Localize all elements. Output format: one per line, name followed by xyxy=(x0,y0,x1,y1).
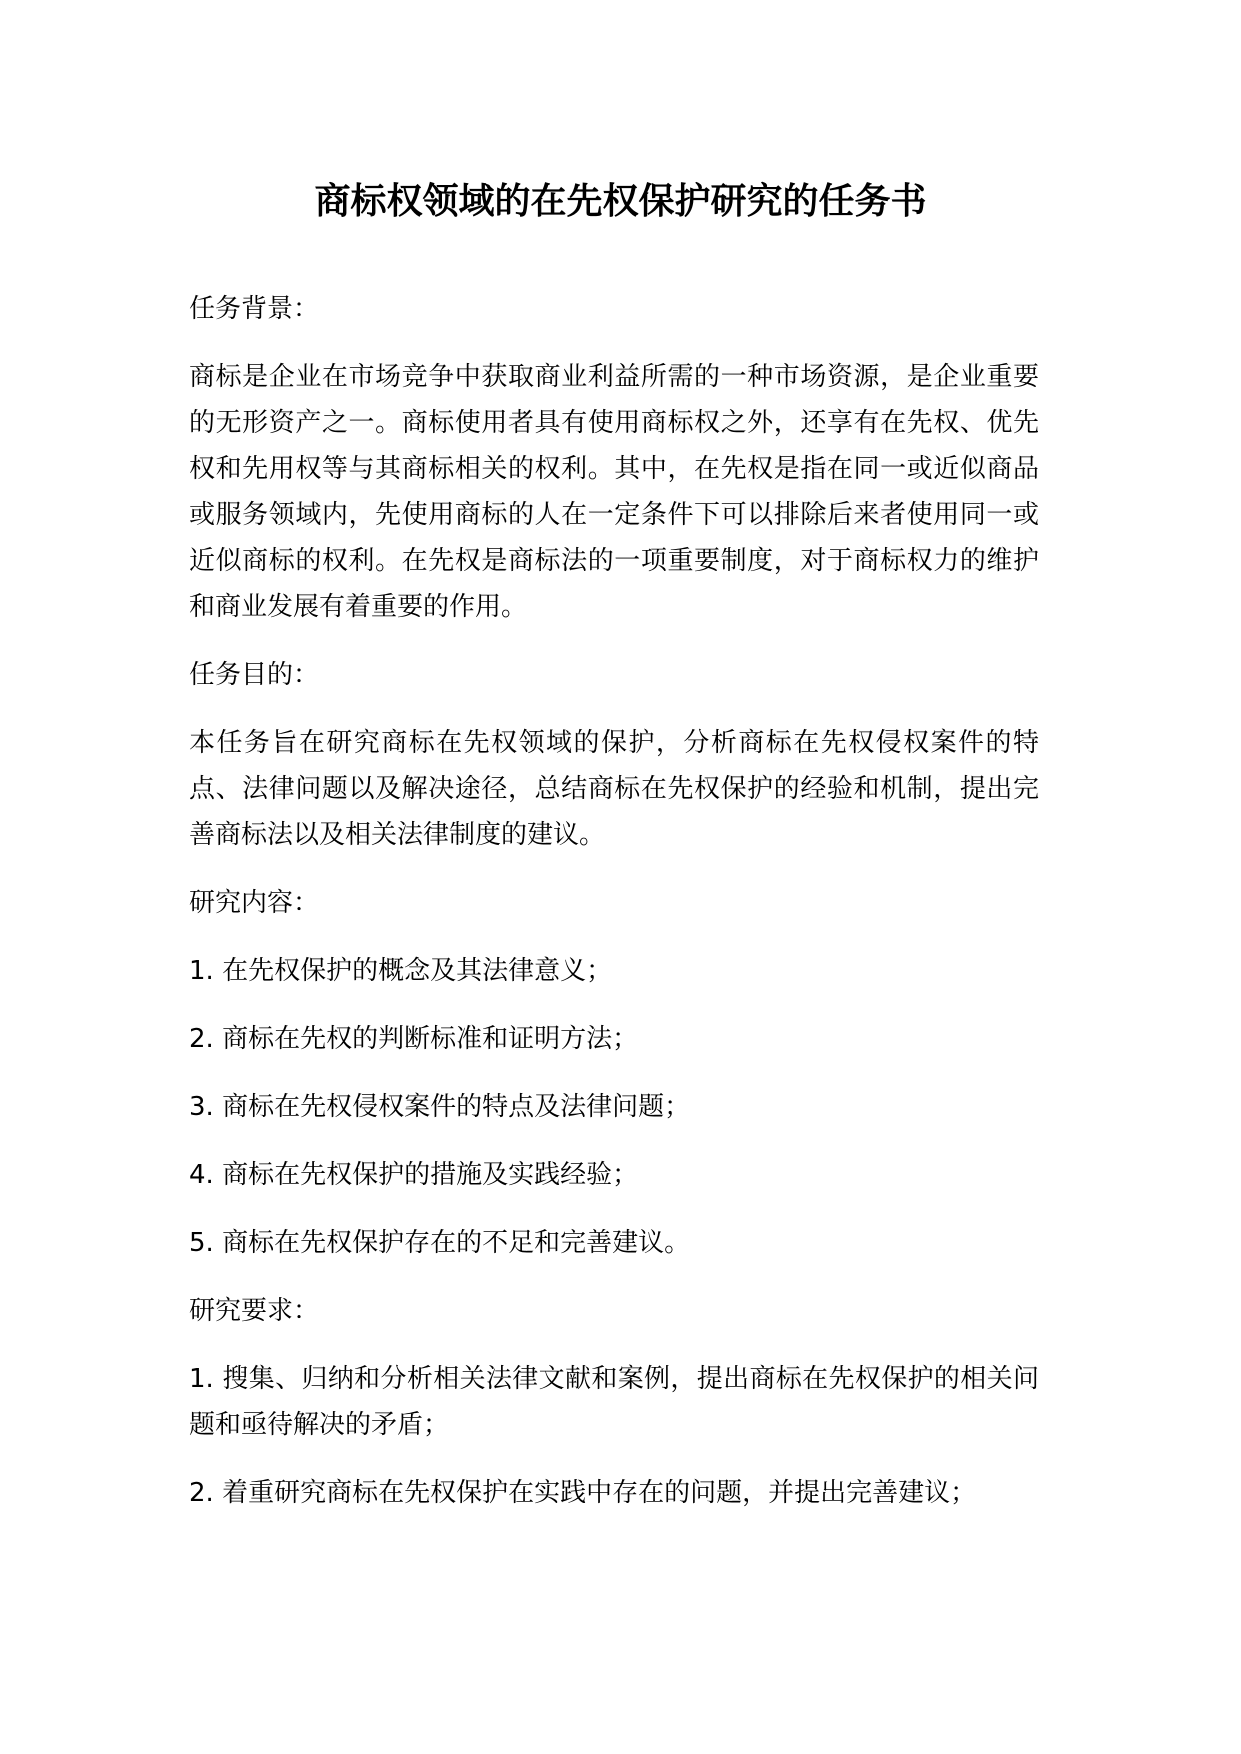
purpose-heading: 任务目的： xyxy=(189,660,320,690)
content-item-2: 2. 商标在先权的判断标准和证明方法； xyxy=(189,1024,639,1054)
purpose-paragraph: 本任务旨在研究商标在先权领域的保护，分析商标在先权侵权案件的特点、法律问题以及解决途径，总结商标在先权保护的经验和机制，提出完善商标法以及相关法律制度的建议。 xyxy=(189,728,1039,850)
requirement-item-1: 1. 搜集、归纳和分析相关法律文献和案例，提出商标在先权保护的相关问题和亟待解决的矛盾； xyxy=(189,1364,1039,1440)
content-heading: 研究内容： xyxy=(189,888,320,918)
background-heading: 任务背景： xyxy=(189,294,320,324)
document-body xyxy=(189,286,1039,1516)
background-paragraph: 商标是企业在市场竞争中获取商业利益所需的一种市场资源，是企业重要的无形资产之一。商标使用者具有使用商标权之外，还享有在先权、优先权和先用权等与其商标相关的权利。其中，在先权是指在同一或近似商品或服务领域内，先使用商标的人在一定条件下可以排除后来者使用同一或近似商标的权利。在先权是商标法的一项重要制度，对于商标权力的维护和商业发展有着重要的作用。 xyxy=(189,362,1039,622)
content-item-5: 5. 商标在先权保护存在的不足和完善建议。 xyxy=(189,1228,691,1258)
content-item-4: 4. 商标在先权保护的措施及实践经验； xyxy=(189,1160,639,1190)
content-item-3: 3. 商标在先权侵权案件的特点及法律问题； xyxy=(189,1092,691,1122)
document-title: 商标权领域的在先权保护研究的任务书 xyxy=(314,181,927,222)
requirements-heading: 研究要求： xyxy=(189,1296,320,1326)
content-item-1: 1. 在先权保护的概念及其法律意义； xyxy=(189,956,613,986)
requirement-item-2: 2. 着重研究商标在先权保护在实践中存在的问题，并提出完善建议； xyxy=(189,1478,977,1508)
